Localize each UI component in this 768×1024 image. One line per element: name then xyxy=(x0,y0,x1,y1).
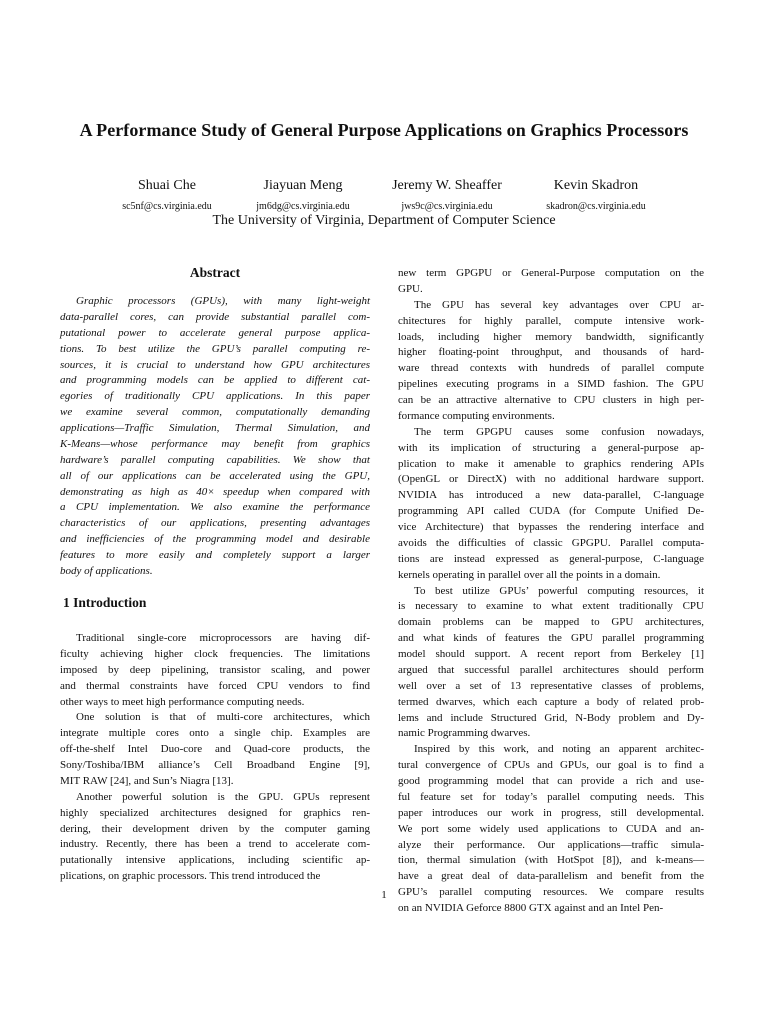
text-line: GPU’s parallel computing resources. We compare results xyxy=(398,886,704,899)
text-line: tural convergence of CPUs and GPUs, our goal is to find a xyxy=(398,759,704,772)
text-line: Traditional single-core microprocessors are having dif- xyxy=(76,632,370,644)
text-line: we examine several common, computationally demanding xyxy=(60,406,370,419)
author-name: Jeremy W. Sheaffer xyxy=(392,178,502,193)
text-line: is necessary to examine to what extent traditionally CPU xyxy=(398,600,704,613)
text-line: Another powerful solution is the GPU. GPUs represent xyxy=(76,790,370,803)
text-line: (OpenGL or DirectX) with no additional hardware support. xyxy=(398,473,704,486)
text-line: GPU. xyxy=(398,282,423,295)
text-line: ficulty achieving higher clock frequencies. The limitations xyxy=(60,647,370,660)
text-line: programming API called CUDA (for Compute Unified De- xyxy=(398,505,704,518)
text-line: argued that successful parallel architectures should perform xyxy=(398,663,704,676)
author-name: Shuai Che xyxy=(138,178,196,193)
text-line: other ways to meet high performance computing needs. xyxy=(60,695,305,708)
text-line: tion, thermal simulation (with HotSpot [8]), and k-means— xyxy=(398,854,704,867)
text-line: dering, their development driven by the computer gaming xyxy=(60,822,370,835)
paper-title: A Performance Study of General Purpose Applications on Graphics Processors xyxy=(79,120,689,140)
text-line: plications, on graphic processors. This trend introduced the xyxy=(60,870,321,883)
text-line: tions are instead expressed as general-purpose, C-language xyxy=(398,552,704,565)
text-line: with its implication of structuring a general-purpose ap- xyxy=(398,441,704,454)
text-line: and programming models can be applied to different cat- xyxy=(60,374,370,387)
text-line: vice Architecture) that bypasses the rendering interface and xyxy=(398,521,704,533)
text-line: termed dwarves, which each capture a body of related prob- xyxy=(398,695,704,708)
text-line: body of applications. xyxy=(60,564,153,577)
text-line: have a great deal of data-parallelism and benefit from the xyxy=(398,870,704,883)
text-line: One solution is that of multi-core architectures, which xyxy=(76,711,370,724)
text-line: a CPU implementation. We also examine the performance xyxy=(60,501,370,514)
text-line: hardware’s parallel computing capabilities. We show that xyxy=(60,453,370,466)
text-line: plication to make it amenable to graphics rendering APIs xyxy=(398,457,704,470)
text-line: formance computing environments. xyxy=(398,409,555,422)
text-line: integrate multiple cores onto a single chip. Examples are xyxy=(60,727,370,740)
text-line: and what kinds of features the GPU parallel programming xyxy=(398,632,704,645)
text-line: lems and include Structured Grid, N-Body problem and Dy- xyxy=(398,711,704,724)
text-line: To best utilize GPUs’ powerful computing resources, it xyxy=(414,584,704,597)
author-name: Kevin Skadron xyxy=(553,178,639,193)
text-line: imposed by deep pipelining, transistor scaling, and power xyxy=(60,663,370,676)
author-email: sc5nf@cs.virginia.edu xyxy=(122,201,212,212)
text-line: putationally intensive applications, including scientific ap- xyxy=(60,854,370,867)
author-email: jm6dg@cs.virginia.edu xyxy=(256,201,350,212)
text-line: The term GPGPU causes some confusion nowadays, xyxy=(414,425,704,438)
text-line: Sony/Toshiba/IBM alliance’s Cell Broadband Engine [9], xyxy=(60,759,370,771)
text-line: MIT RAW [24], and Sun’s Niagra [13]. xyxy=(60,774,234,787)
text-line: chitectures for highly parallel, compute intensive work- xyxy=(398,314,704,327)
author-email: jws9c@cs.virginia.edu xyxy=(401,201,493,212)
text-line: model should support. A recent report from Berkeley [1] xyxy=(398,648,704,660)
text-line: namic Programming dwarves. xyxy=(398,727,531,740)
right-column-body xyxy=(398,266,704,917)
text-line: new term GPGPU or General-Purpose computation on the xyxy=(398,267,704,279)
author-name: Jiayuan Meng xyxy=(263,178,343,193)
text-line: good programming model that can provide a rich and use- xyxy=(398,775,704,787)
affiliation: The University of Virginia, Department of Computer Science xyxy=(212,213,556,228)
text-line: and thermal constraints have forced CPU vendors to find xyxy=(60,679,370,692)
text-line: well over a set of 13 representative classes of problems, xyxy=(398,679,704,692)
text-line: kernels operating in parallel over all the points in a domain. xyxy=(398,568,661,581)
author-email: skadron@cs.virginia.edu xyxy=(546,201,646,212)
page-number: 1 xyxy=(381,889,387,901)
text-line: sources, it is crucial to understand how GPU architectures xyxy=(60,358,370,371)
text-line: egories of traditionally CPU applications. In this paper xyxy=(60,390,370,403)
text-line: The GPU has several key advantages over CPU ar- xyxy=(414,298,704,311)
abstract-heading: Abstract xyxy=(189,265,241,280)
text-line: Graphic processors (GPUs), with many light-weight xyxy=(76,295,370,307)
text-line: alyze their performance. Our applications—traffic simula- xyxy=(398,838,704,851)
text-line: off-the-shelf Intel Duo-core and Quad-core products, the xyxy=(60,743,370,756)
introduction-body xyxy=(60,631,370,885)
text-line: tions. To best utilize the GPU’s parallel computing re- xyxy=(60,342,370,355)
text-line: pipelines executing programs in a SIMD fashion. The GPU xyxy=(398,378,704,391)
text-line: paper introduces our work in progress, still developmental. xyxy=(398,806,704,819)
text-line: ware thread contexts with hundreds of parallel compute xyxy=(398,362,704,375)
text-line: characteristics of our applications, presenting advantages xyxy=(60,517,370,530)
text-line: NVIDIA has introduced a new data-parallel, C-language xyxy=(398,489,704,502)
text-line: higher floating-point throughput, and thousands of hard- xyxy=(398,346,704,359)
text-line: industry. Recently, there has been a trend to accelerate com- xyxy=(60,838,370,851)
text-line: avoids the difficulties of classic GPGPU. Parallel computa- xyxy=(398,536,704,549)
text-line: features to more easily and completely support a larger xyxy=(60,549,370,561)
text-line: demonstrating as high as 40× speedup when compared with xyxy=(60,485,370,498)
text-line: data-parallel cores, can provide substantial parallel com- xyxy=(60,310,370,323)
text-line: applications—Traffic Simulation, Thermal Simulation, and xyxy=(60,422,370,434)
text-line: We port some widely used applications to CUDA and an- xyxy=(398,822,704,835)
text-line: domain problems can be mapped to GPU architectures, xyxy=(398,616,704,629)
text-line: loads, including higher memory bandwidth, significantly xyxy=(398,330,704,343)
text-line: Inspired by this work, and noting an apparent architec- xyxy=(414,743,704,756)
text-line: all of our applications can be accelerated using the GPU, xyxy=(60,469,370,482)
abstract-body xyxy=(60,294,370,580)
text-line: on an NVIDIA Geforce 8800 GTX against and an Intel Pen- xyxy=(398,902,664,914)
text-line: K-Means—whose performance may benefit from graphics xyxy=(60,437,370,450)
text-line: ful feature set for today’s parallel computing needs. This xyxy=(398,790,704,803)
text-line: and inefficiencies of the programming model and desirable xyxy=(60,533,370,546)
text-line: highly specialized architectures designed for graphics ren- xyxy=(60,806,370,819)
text-line: putational power to accelerate general purpose applica- xyxy=(60,326,370,339)
section-heading-introduction: 1 Introduction xyxy=(63,595,147,610)
text-line: can be an attractive alternative to CPU clusters in high per- xyxy=(398,394,704,406)
